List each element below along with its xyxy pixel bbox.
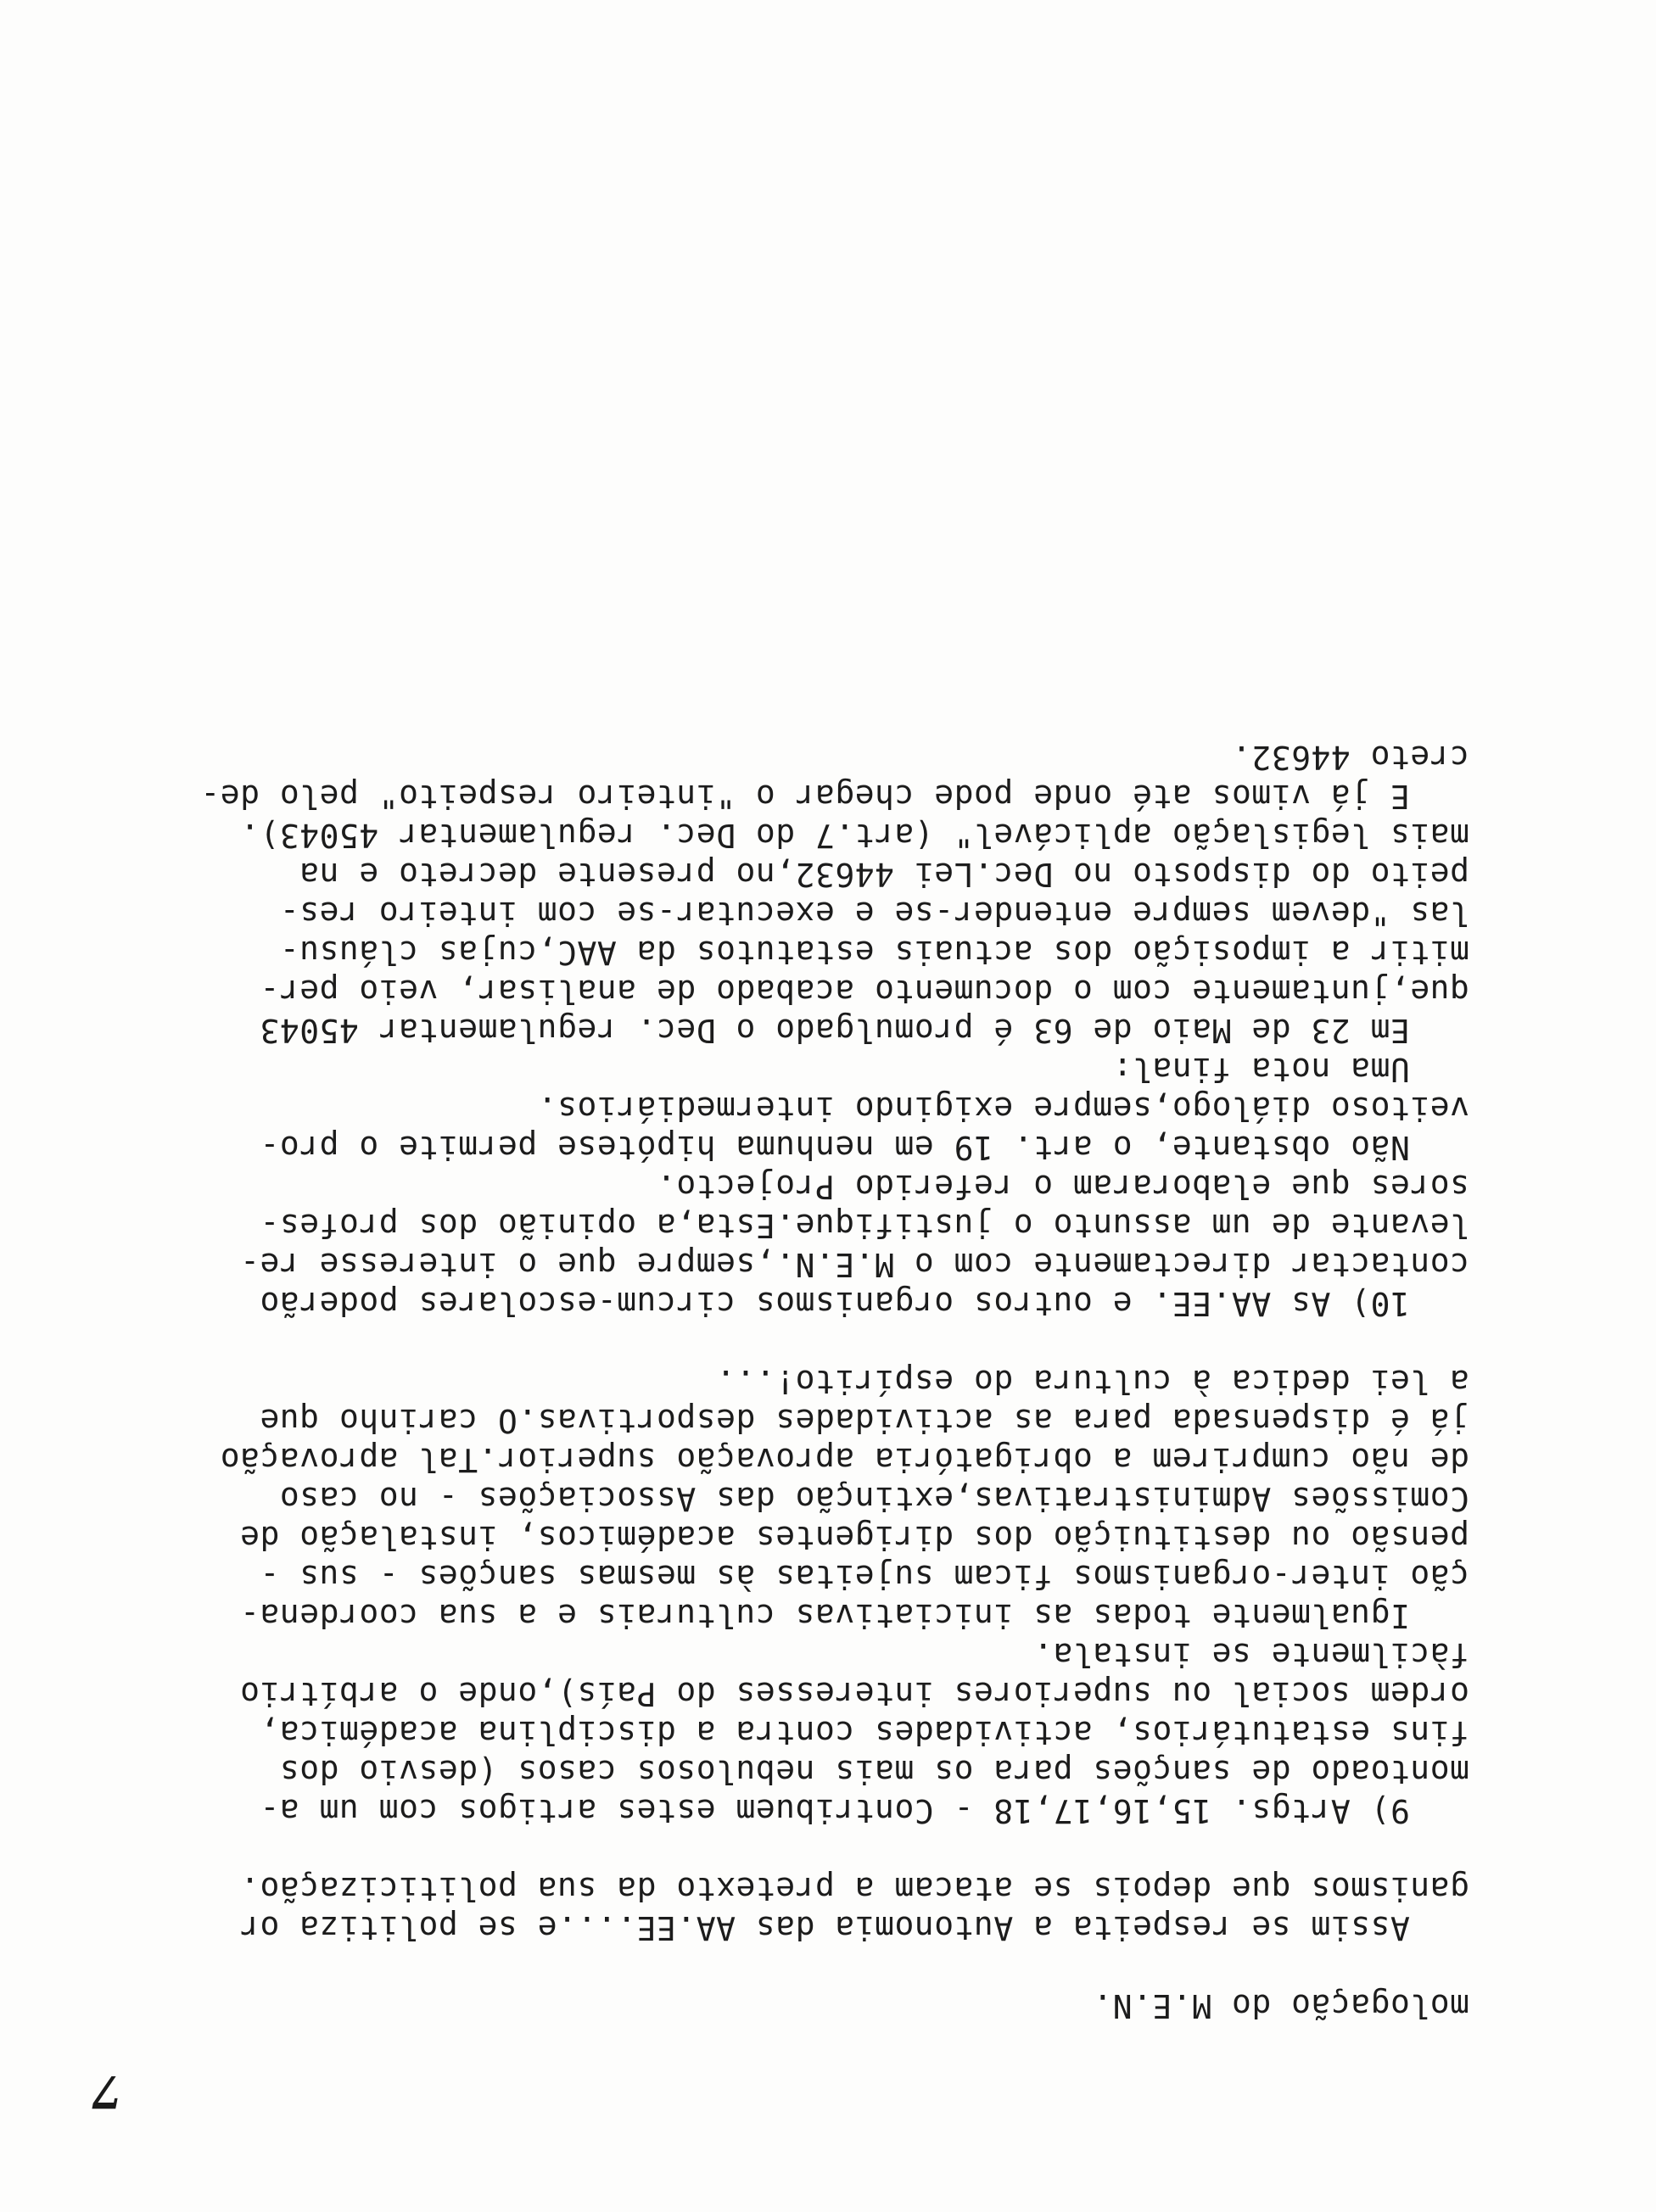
text-line: E já vimos até onde pode chegar o "inteiro respeito" pelo de- [199, 778, 1469, 815]
text-line: a lei dedica à cultura do espírito!... [715, 1363, 1469, 1400]
page-number: 7 [91, 2065, 122, 2117]
text-line: de não cumprirem a obrigatória aprovação superior.Tal aprovação [220, 1441, 1469, 1478]
text-line: Uma nota final: [1112, 1051, 1469, 1088]
text-line: peito do disposto no Dec.Lei 44632,no presente decreto e na [299, 856, 1469, 893]
text-line: ordem social ou superiores interesses do País),onde o arbítrio [239, 1675, 1469, 1712]
text-line: fins estatutários, actividades contra a disciplina académica, [259, 1714, 1469, 1751]
text-line: mologação do M.E.N. [1092, 1987, 1469, 2025]
text-line: levante de um assunto o justifique.Esta,a opinião dos profes- [259, 1207, 1469, 1244]
text-line: ganismos que depois se atacam a pretexto da sua politicização. [239, 1870, 1469, 1908]
text-line: Comissões Administrativas,extinção das Associações - no caso [279, 1480, 1469, 1517]
text-line: 10) As AA.EE. e outros organismos circum-escolares poderão [259, 1285, 1469, 1322]
text-line: veitoso diálogo,sempre exigindo intermediários. [537, 1090, 1469, 1127]
body-text [146, 738, 1469, 2025]
text-line: Assim se respeita a Autonomia das AA.EE....e se politiza or [239, 1909, 1469, 1947]
text-line: Em 23 de Maio de 63 é promulgado o Dec. regulamentar 45043 [259, 1012, 1469, 1049]
paragraph-gap [146, 1323, 1469, 1362]
text-line: já é dispensada para as actividades desportivas.O carinho que [259, 1402, 1469, 1439]
text-line: las "devem sempre entender-se e executar-se com inteiro res- [279, 895, 1469, 932]
text-line: pensão ou destituição dos dirigentes académicos, instalação de [239, 1519, 1469, 1556]
text-line: mais legislação aplicável" (art.7 do Dec. regulamentar 45043). [239, 817, 1469, 854]
paragraph-gap [146, 1947, 1469, 1986]
text-line: 9) Artgs. 15,16,17,18 - Contribuem estes artigos com um a- [259, 1792, 1469, 1829]
text-line: que,juntamente com o documento acabado de analisar, veio per- [259, 973, 1469, 1010]
text-line: Igualmente todas as iniciativas culturais e a sua coordena- [239, 1597, 1469, 1634]
text-line: sores que elaboraram o referido Projecto. [656, 1168, 1469, 1205]
paragraph-gap [146, 1830, 1469, 1869]
text-line: fàcilmente se instala. [1032, 1636, 1469, 1673]
text-line: montoado de sanções para os mais nebulosos casos (desvio dos [279, 1753, 1469, 1790]
text-line: creto 44632. [1231, 739, 1469, 776]
text-line: ção inter-organismos ficam sujeitas às mesmas sanções - sus - [259, 1558, 1469, 1595]
text-line: contactar directamente com o M.E.N.,sempre que o interesse re- [239, 1246, 1469, 1283]
text-line: Não obstante, o art. 19 em nenhuma hipótese permite o pro- [259, 1129, 1469, 1166]
text-line: mitir a imposição dos actuais estatutos da AAC,cujas cláusu- [279, 934, 1469, 971]
